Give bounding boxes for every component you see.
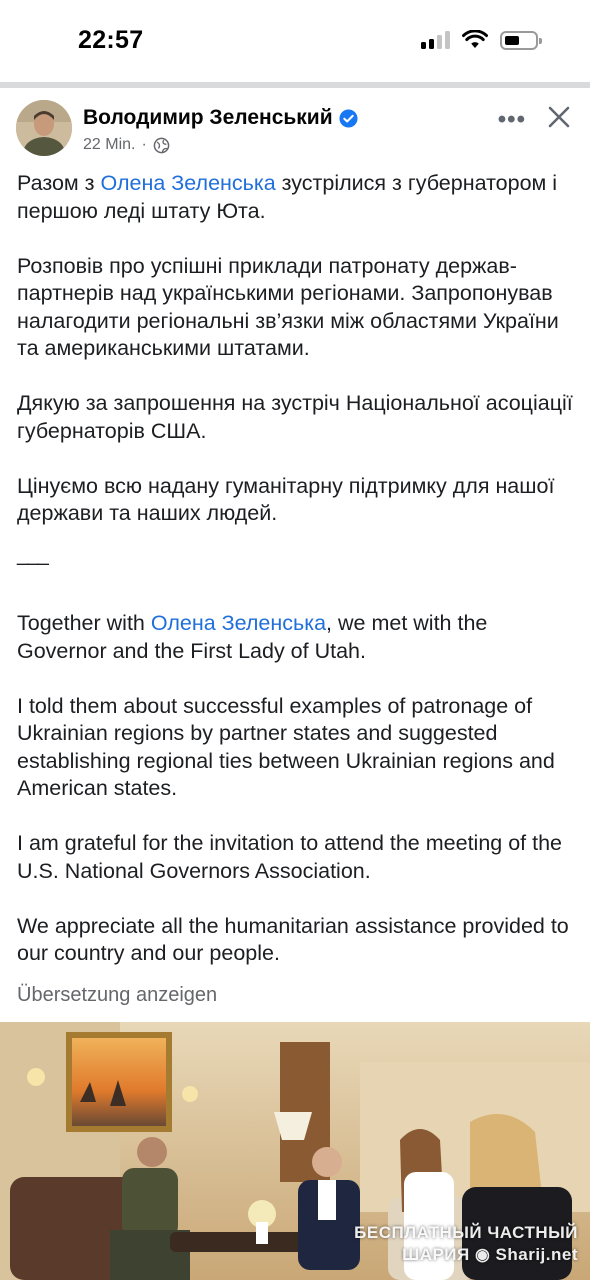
post-paragraph-4: Цінуємо всю надану гуманітарну підтримку для нашої держави та наших людей. [17, 473, 555, 525]
mention-link[interactable]: Олена Зеленська [150, 611, 327, 635]
post-paragraph-7: I am grateful for the invitation to attend the meeting of the U.S. National Governors Association. [17, 831, 562, 883]
avatar-image [16, 100, 72, 156]
translate-link[interactable]: Übersetzung anzeigen [17, 984, 218, 1006]
status-time: 22:57 [78, 26, 144, 54]
more-options-icon[interactable]: ••• [497, 106, 526, 133]
post-paragraph-1: Разом з Олена Зеленська зустрілися з губернатором і першою леді штату Юта. [17, 171, 558, 223]
post-text [17, 170, 577, 995]
close-icon[interactable] [546, 104, 572, 130]
post-header [16, 100, 574, 160]
post-paragraph-2: Розповів про успішні приклади патронату держав-партнерів над українськими регіонами. Запропонував налагодити регіональні зв’язки між областями України та американськими штатами. [17, 253, 559, 360]
battery-icon [500, 31, 538, 50]
post-paragraph-6: I told them about successful examples of patronage of Ukrainian regions by partner states and suggested establishing regional ties between Ukrainian regions and American states. [17, 693, 555, 800]
watermark: БЕСПЛАТНЫЙ ЧАСТНЫЙ ШАРИЯ ◉ Sharij.net [354, 1223, 578, 1264]
signal-icon [421, 31, 450, 49]
post-separator: ___ [17, 542, 47, 566]
avatar[interactable] [16, 100, 72, 156]
status-bar [0, 0, 590, 82]
author-name[interactable]: Володимир Зеленський [83, 106, 333, 129]
post-paragraph-8: We appreciate all the humanitarian assistance provided to our country and our people. [17, 913, 569, 965]
author-line [83, 106, 358, 130]
wifi-icon [462, 30, 488, 50]
top-divider [0, 82, 590, 88]
post-time[interactable]: 22 Min. [83, 136, 136, 153]
status-icons [421, 30, 538, 50]
mention-link[interactable]: Олена Зеленська [100, 171, 276, 195]
post-paragraph-5: Together with Олена Зеленська, we met with the Governor and the First Lady of Utah. [17, 611, 488, 663]
post-paragraph-3: Дякую за запрошення на зустріч Національної асоціації губернаторів США. [17, 391, 573, 443]
post-meta [83, 136, 170, 154]
post-photo[interactable] [0, 1022, 590, 1280]
meta-separator: · [141, 136, 147, 153]
globe-icon [153, 137, 170, 154]
verified-badge-icon [339, 109, 358, 128]
